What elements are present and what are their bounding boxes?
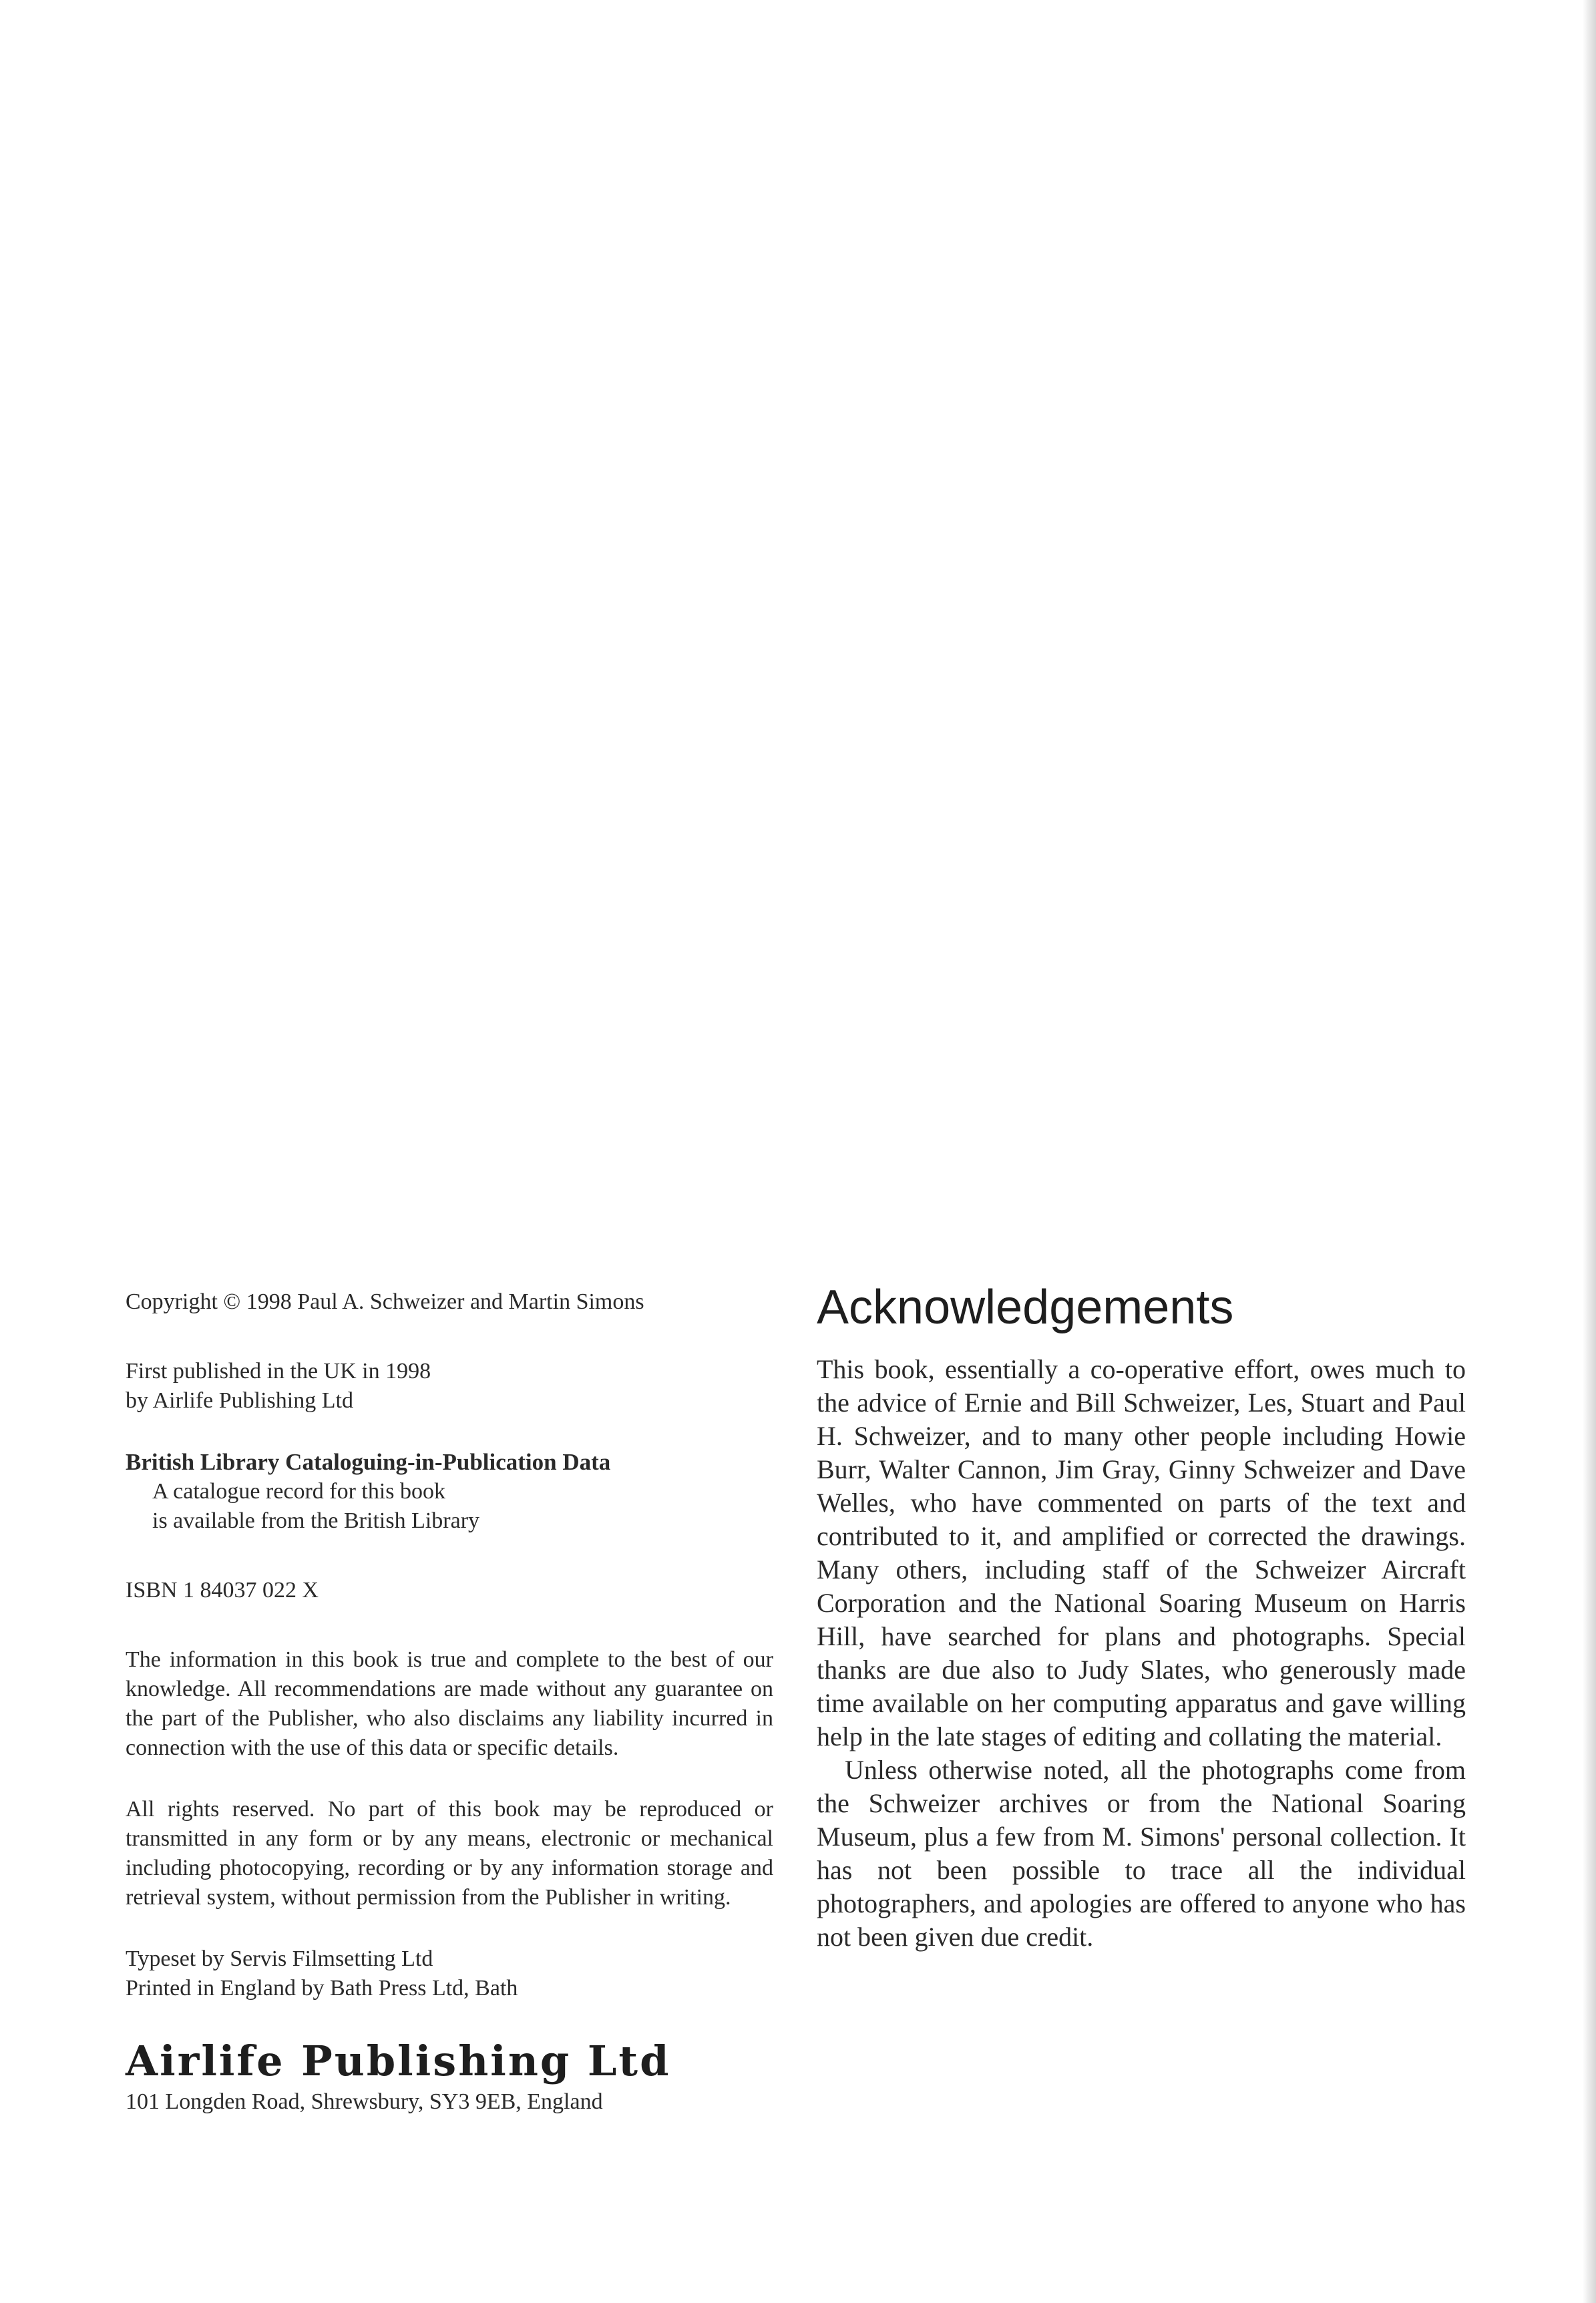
cip-line: is available from the British Library [152, 1508, 480, 1533]
cip-line: A catalogue record for this book [152, 1479, 446, 1504]
isbn: ISBN 1 84037 022 X [126, 1578, 319, 1603]
publisher-name: Airlife Publishing Ltd [126, 2037, 671, 2085]
copyright-line: Copyright © 1998 Paul A. Schweizer and Martin Simons [126, 1289, 644, 1314]
rights-paragraph: All rights reserved. No part of this book may be reproduced or transmitted in any form or by any means, electronic or mechanical including photocopying, recording or by any information storage and retrieval system, without permission from the Publisher in writing. [126, 1797, 773, 1910]
acknowledgements-column [817, 1279, 1466, 1954]
first-published-line: First published in the UK in 1998 [126, 1359, 431, 1384]
first-published-line: by Airlife Publishing Ltd [126, 1388, 353, 1413]
production-block [126, 1944, 773, 2003]
acknowledgements-heading: Acknowledgements [817, 1281, 1234, 1334]
cip-heading: British Library Cataloguing-in-Publication Data [126, 1449, 611, 1475]
page-edge-shadow [1583, 0, 1596, 2303]
first-published-block [126, 1357, 773, 1416]
acknowledgements-paragraph: This book, essentially a co-operative effort, owes much to the advice of Ernie and Bill Schweizer, Les, Stuart and Paul H. Schweizer, and to many other people including Howie Burr, Walter Cannon, Jim Gray, Ginny Schweizer and Dave Welles, who have commented on parts of the text and contributed to it, and amplified or corrected the drawings. Many others, including staff of the Schweizer Aircraft Corporation and the National Soaring Museum on Harris Hill, have searched for plans and photographs. Special thanks are due also to Judy Slates, who generously made time available on her computing apparatus and gave willing help in the late stages of editing and collating the material. [817, 1354, 1466, 1751]
disclaimer-paragraph: The information in this book is true and complete to the best of our knowledge. All recommendations are made without any guarantee on the part of the Publisher, who also disclaims any liability incurred in connection with the use of this data or specific details. [126, 1647, 773, 1760]
imprint-column [126, 1287, 773, 2117]
acknowledgements-paragraph: Unless otherwise noted, all the photographs come from the Schweizer archives or from the National Soaring Museum, plus a few from M. Simons' personal collection. It has not been possible to trace all the individual photographers, and apologies are offered to anyone who has not been given due credit. [817, 1755, 1466, 1952]
publisher-address: 101 Longden Road, Shrewsbury, SY3 9EB, England [126, 2089, 603, 2114]
printer-line: Printed in England by Bath Press Ltd, Bath [126, 1976, 518, 2001]
cip-record [126, 1477, 773, 1536]
typeset-line: Typeset by Servis Filmsetting Ltd [126, 1946, 433, 1971]
